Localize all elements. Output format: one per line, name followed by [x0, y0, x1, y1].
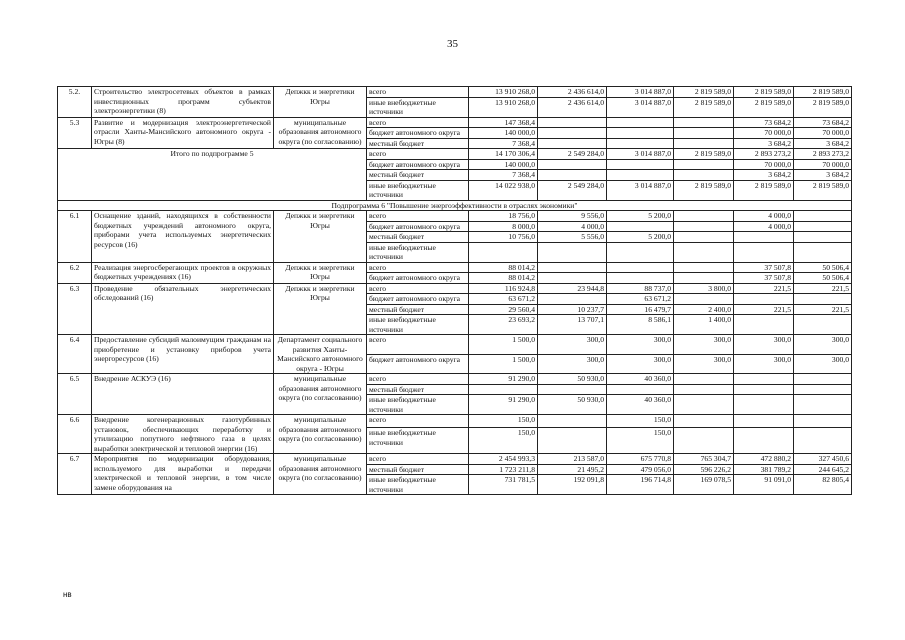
amount-cell: 2 893 273,2 [734, 149, 794, 160]
page-number: 35 [447, 38, 458, 50]
amount-cell [734, 294, 794, 305]
funding-source: иные внебюджетные источники [367, 428, 469, 454]
amount-cell [794, 374, 852, 385]
funding-source: бюджет автономного округа [367, 294, 469, 305]
amount-cell: 479 056,0 [607, 464, 674, 475]
amount-cell: 300,0 [607, 354, 674, 374]
amount-cell: 300,0 [734, 354, 794, 374]
amount-cell: 14 022 938,0 [469, 180, 538, 200]
amount-cell [538, 138, 607, 149]
amount-cell [794, 242, 852, 262]
amount-cell: 88 014,2 [469, 273, 538, 284]
amount-cell [734, 415, 794, 428]
measure-name: Предоставление субсидий малоимущим гражданам на приобретение и установку приборов учета энергоресурсов (16) [92, 335, 274, 374]
funding-source: всего [367, 374, 469, 385]
amount-cell: 37 507,8 [734, 262, 794, 273]
amount-cell [674, 428, 734, 454]
amount-cell: 5 200,0 [607, 232, 674, 243]
amount-cell [734, 384, 794, 395]
amount-cell: 10 756,0 [469, 232, 538, 243]
amount-cell [607, 242, 674, 262]
amount-cell: 9 556,0 [538, 211, 607, 222]
funding-source: местный бюджет [367, 170, 469, 181]
amount-cell: 3 684,2 [794, 138, 852, 149]
amount-cell [674, 384, 734, 395]
funding-source: иные внебюджетные источники [367, 395, 469, 415]
amount-cell [794, 315, 852, 335]
amount-cell: 2 819 589,0 [734, 180, 794, 200]
measure-name: Внедрение АСКУЭ (16) [92, 374, 274, 415]
amount-cell [538, 273, 607, 284]
amount-cell [674, 273, 734, 284]
measure-name: Оснащение зданий, находящихся в собственности бюджетных учреждений автономного округа, приборами учета используемых энергетических ресурсов (16) [92, 211, 274, 263]
amount-cell [674, 128, 734, 139]
amount-cell: 73 684,2 [794, 117, 852, 128]
amount-cell [607, 221, 674, 232]
amount-cell: 21 495,2 [538, 464, 607, 475]
amount-cell [538, 170, 607, 181]
amount-cell: 63 671,2 [469, 294, 538, 305]
amount-cell [734, 315, 794, 335]
funding-source: иные внебюджетные источники [367, 180, 469, 200]
amount-cell: 300,0 [794, 335, 852, 355]
amount-cell: 675 770,8 [607, 454, 674, 465]
amount-cell [734, 232, 794, 243]
table-row [58, 415, 852, 428]
amount-cell [607, 159, 674, 170]
amount-cell: 2 549 284,0 [538, 180, 607, 200]
amount-cell: 13 707,1 [538, 315, 607, 335]
amount-cell [794, 395, 852, 415]
amount-cell: 221,5 [734, 304, 794, 315]
funding-source: местный бюджет [367, 232, 469, 243]
amount-cell: 4 000,0 [734, 211, 794, 222]
amount-cell: 63 671,2 [607, 294, 674, 305]
amount-cell [674, 232, 734, 243]
funding-source: бюджет автономного округа [367, 128, 469, 139]
amount-cell: 2 819 589,0 [734, 87, 794, 98]
amount-cell [674, 395, 734, 415]
amount-cell [607, 138, 674, 149]
funding-source: всего [367, 283, 469, 294]
amount-cell [469, 384, 538, 395]
amount-cell: 70 000,0 [794, 128, 852, 139]
amount-cell [674, 138, 734, 149]
amount-cell: 70 000,0 [734, 128, 794, 139]
amount-cell: 300,0 [607, 335, 674, 355]
amount-cell [607, 262, 674, 273]
row-number: 5.2. [58, 87, 92, 118]
funding-source: всего [367, 335, 469, 355]
amount-cell: 2 819 589,0 [674, 149, 734, 160]
amount-cell [674, 211, 734, 222]
amount-cell: 14 170 306,4 [469, 149, 538, 160]
executor: Депжкк и энергетики Югры [274, 211, 367, 263]
amount-cell [674, 242, 734, 262]
amount-cell: 765 304,7 [674, 454, 734, 465]
funding-source: всего [367, 117, 469, 128]
amount-cell: 40 360,0 [607, 374, 674, 385]
table-row [58, 454, 852, 465]
amount-cell [538, 159, 607, 170]
amount-cell [674, 415, 734, 428]
amount-cell [538, 294, 607, 305]
amount-cell [607, 128, 674, 139]
measure-name: Проведение обязательных энергетических обследований (16) [92, 283, 274, 335]
funding-source: бюджет автономного округа [367, 159, 469, 170]
amount-cell: 147 368,4 [469, 117, 538, 128]
amount-cell: 2 819 589,0 [794, 97, 852, 117]
amount-cell: 213 587,0 [538, 454, 607, 465]
amount-cell: 192 091,8 [538, 475, 607, 495]
row-number: 6.4 [58, 335, 92, 374]
measure-name: Реализация энергосберегающих проектов в окружных бюджетных учреждениях (16) [92, 262, 274, 283]
funding-source: местный бюджет [367, 304, 469, 315]
table-row [58, 283, 852, 294]
funding-source: местный бюджет [367, 138, 469, 149]
amount-cell: 3 684,2 [794, 170, 852, 181]
amount-cell: 300,0 [794, 354, 852, 374]
table-row [58, 374, 852, 385]
amount-cell: 2 819 589,0 [794, 87, 852, 98]
amount-cell: 221,5 [794, 304, 852, 315]
funding-source: иные внебюджетные источники [367, 315, 469, 335]
amount-cell [674, 170, 734, 181]
amount-cell: 4 000,0 [734, 221, 794, 232]
amount-cell: 3 684,2 [734, 138, 794, 149]
amount-cell: 472 880,2 [734, 454, 794, 465]
row-number: 6.5 [58, 374, 92, 415]
amount-cell: 91 091,0 [734, 475, 794, 495]
table-row [58, 335, 852, 355]
amount-cell [538, 384, 607, 395]
amount-cell [734, 428, 794, 454]
amount-cell: 91 290,0 [469, 374, 538, 385]
amount-cell: 150,0 [607, 415, 674, 428]
amount-cell [794, 294, 852, 305]
amount-cell: 150,0 [469, 415, 538, 428]
amount-cell [607, 170, 674, 181]
executor: муниципальные образования автономного округа (по согласованию) [274, 117, 367, 149]
measure-name: Строительство электросетевых объектов в рамках инвестиционных программ субъектов электроэнергетики (8) [92, 87, 274, 118]
amount-cell: 13 910 268,0 [469, 97, 538, 117]
amount-cell: 91 290,0 [469, 395, 538, 415]
subtotal-label: Итого по подпрограмме 5 [58, 149, 367, 201]
amount-cell [734, 395, 794, 415]
executor: муниципальные образования автономного округа (по согласованию) [274, 454, 367, 495]
amount-cell: 381 789,2 [734, 464, 794, 475]
amount-cell: 300,0 [734, 335, 794, 355]
amount-cell: 2 454 993,3 [469, 454, 538, 465]
amount-cell: 1 500,0 [469, 354, 538, 374]
amount-cell: 88 737,0 [607, 283, 674, 294]
amount-cell: 13 910 268,0 [469, 87, 538, 98]
amount-cell: 3 800,0 [674, 283, 734, 294]
amount-cell: 221,5 [734, 283, 794, 294]
amount-cell: 7 368,4 [469, 138, 538, 149]
amount-cell: 3 014 887,0 [607, 97, 674, 117]
funding-source: всего [367, 149, 469, 160]
amount-cell [607, 384, 674, 395]
amount-cell [674, 159, 734, 170]
amount-cell [794, 221, 852, 232]
amount-cell: 3 684,2 [734, 170, 794, 181]
amount-cell: 40 360,0 [607, 395, 674, 415]
amount-cell: 2 893 273,2 [794, 149, 852, 160]
amount-cell [538, 242, 607, 262]
row-number: 6.6 [58, 415, 92, 454]
amount-cell: 18 756,0 [469, 211, 538, 222]
amount-cell: 50 930,0 [538, 374, 607, 385]
amount-cell: 596 226,2 [674, 464, 734, 475]
amount-cell: 221,5 [794, 283, 852, 294]
funding-source: иные внебюджетные источники [367, 475, 469, 495]
amount-cell: 23 693,2 [469, 315, 538, 335]
amount-cell: 300,0 [538, 335, 607, 355]
funding-source: всего [367, 87, 469, 98]
amount-cell: 731 781,5 [469, 475, 538, 495]
amount-cell: 300,0 [538, 354, 607, 374]
funding-source: всего [367, 415, 469, 428]
funding-source: бюджет автономного округа [367, 273, 469, 284]
amount-cell: 150,0 [607, 428, 674, 454]
amount-cell: 150,0 [469, 428, 538, 454]
amount-cell [607, 273, 674, 284]
amount-cell: 2 549 284,0 [538, 149, 607, 160]
row-number: 6.7 [58, 454, 92, 495]
amount-cell: 244 645,2 [794, 464, 852, 475]
funding-source: иные внебюджетные источники [367, 97, 469, 117]
amount-cell [538, 128, 607, 139]
amount-cell: 50 506,4 [794, 262, 852, 273]
table-row [58, 87, 852, 98]
amount-cell [734, 242, 794, 262]
amount-cell [674, 117, 734, 128]
amount-cell: 70 000,0 [734, 159, 794, 170]
budget-table-body [58, 87, 852, 495]
amount-cell [674, 294, 734, 305]
amount-cell [794, 428, 852, 454]
amount-cell: 4 000,0 [538, 221, 607, 232]
funding-source: местный бюджет [367, 464, 469, 475]
amount-cell [674, 221, 734, 232]
amount-cell: 73 684,2 [734, 117, 794, 128]
amount-cell: 2 436 614,0 [538, 97, 607, 117]
row-number: 5.3 [58, 117, 92, 149]
amount-cell: 140 000,0 [469, 159, 538, 170]
executor: Депжкк и энергетики Югры [274, 262, 367, 283]
amount-cell [734, 374, 794, 385]
amount-cell: 2 819 589,0 [674, 97, 734, 117]
measure-name: Внедрение когенерационных газотурбинных установок, обеспечивающих переработку и утилизацию попутного нефтяного газа в целях выработки электрической и тепловой энергии (16) [92, 415, 274, 454]
amount-cell: 2 436 614,0 [538, 87, 607, 98]
amount-cell: 140 000,0 [469, 128, 538, 139]
amount-cell: 1 400,0 [674, 315, 734, 335]
amount-cell: 169 078,5 [674, 475, 734, 495]
funding-source: бюджет автономного округа [367, 354, 469, 374]
amount-cell [794, 211, 852, 222]
amount-cell [607, 117, 674, 128]
amount-cell: 2 819 589,0 [674, 180, 734, 200]
amount-cell: 16 479,7 [607, 304, 674, 315]
amount-cell: 23 944,8 [538, 283, 607, 294]
amount-cell [469, 242, 538, 262]
executor: Депжкк и энергетики Югры [274, 283, 367, 335]
row-number: 6.2 [58, 262, 92, 283]
table-row [58, 211, 852, 222]
amount-cell: 7 368,4 [469, 170, 538, 181]
amount-cell: 1 723 211,8 [469, 464, 538, 475]
amount-cell: 327 450,6 [794, 454, 852, 465]
amount-cell: 82 805,4 [794, 475, 852, 495]
amount-cell: 2 819 589,0 [734, 97, 794, 117]
amount-cell [538, 117, 607, 128]
amount-cell: 88 014,2 [469, 262, 538, 273]
amount-cell: 1 500,0 [469, 335, 538, 355]
amount-cell [538, 415, 607, 428]
amount-cell: 50 930,0 [538, 395, 607, 415]
funding-source: всего [367, 211, 469, 222]
amount-cell: 300,0 [674, 354, 734, 374]
executor: Депжкк и энергетики Югры [274, 87, 367, 118]
row-number: 6.3 [58, 283, 92, 335]
amount-cell: 2 400,0 [674, 304, 734, 315]
amount-cell [538, 428, 607, 454]
amount-cell: 2 819 589,0 [674, 87, 734, 98]
table-row [58, 117, 852, 128]
funding-source: местный бюджет [367, 384, 469, 395]
table-row [58, 149, 852, 160]
amount-cell: 5 556,0 [538, 232, 607, 243]
amount-cell: 300,0 [674, 335, 734, 355]
amount-cell: 3 014 887,0 [607, 180, 674, 200]
table-row [58, 200, 852, 211]
amount-cell: 5 200,0 [607, 211, 674, 222]
funding-source: иные внебюджетные источники [367, 242, 469, 262]
executor: Департамент социального развития Ханты-Мансийского автономного округа - Югры [274, 335, 367, 374]
amount-cell [674, 262, 734, 273]
amount-cell: 8 000,0 [469, 221, 538, 232]
amount-cell: 29 560,4 [469, 304, 538, 315]
budget-table [57, 86, 852, 495]
amount-cell: 196 714,8 [607, 475, 674, 495]
amount-cell: 50 506,4 [794, 273, 852, 284]
amount-cell [674, 374, 734, 385]
amount-cell: 10 237,7 [538, 304, 607, 315]
funding-source: бюджет автономного округа [367, 221, 469, 232]
amount-cell: 2 819 589,0 [794, 180, 852, 200]
row-number: 6.1 [58, 211, 92, 263]
amount-cell [794, 415, 852, 428]
table-row [58, 262, 852, 273]
measure-name: Мероприятия по модернизации оборудования, используемого для выработки и передачи электрической и тепловой энергии, в том числе замене оборудования на [92, 454, 274, 495]
funding-source: всего [367, 454, 469, 465]
amount-cell: 3 014 887,0 [607, 149, 674, 160]
amount-cell: 8 586,1 [607, 315, 674, 335]
executor: муниципальные образования автономного округа (по согласованию) [274, 374, 367, 415]
footer-note: нв [63, 590, 72, 599]
amount-cell [794, 232, 852, 243]
funding-source: всего [367, 262, 469, 273]
amount-cell: 116 924,8 [469, 283, 538, 294]
amount-cell: 70 000,0 [794, 159, 852, 170]
amount-cell: 37 507,8 [734, 273, 794, 284]
subprogram-heading: Подпрограмма 6 "Повышение энергоэффективности в отраслях экономики" [58, 200, 852, 211]
amount-cell: 3 014 887,0 [607, 87, 674, 98]
executor: муниципальные образования автономного округа (по согласованию) [274, 415, 367, 454]
amount-cell [794, 384, 852, 395]
measure-name: Развитие и модернизация электроэнергетической отрасли Ханты-Мансийского автономного округа - Югры (8) [92, 117, 274, 149]
amount-cell [538, 262, 607, 273]
